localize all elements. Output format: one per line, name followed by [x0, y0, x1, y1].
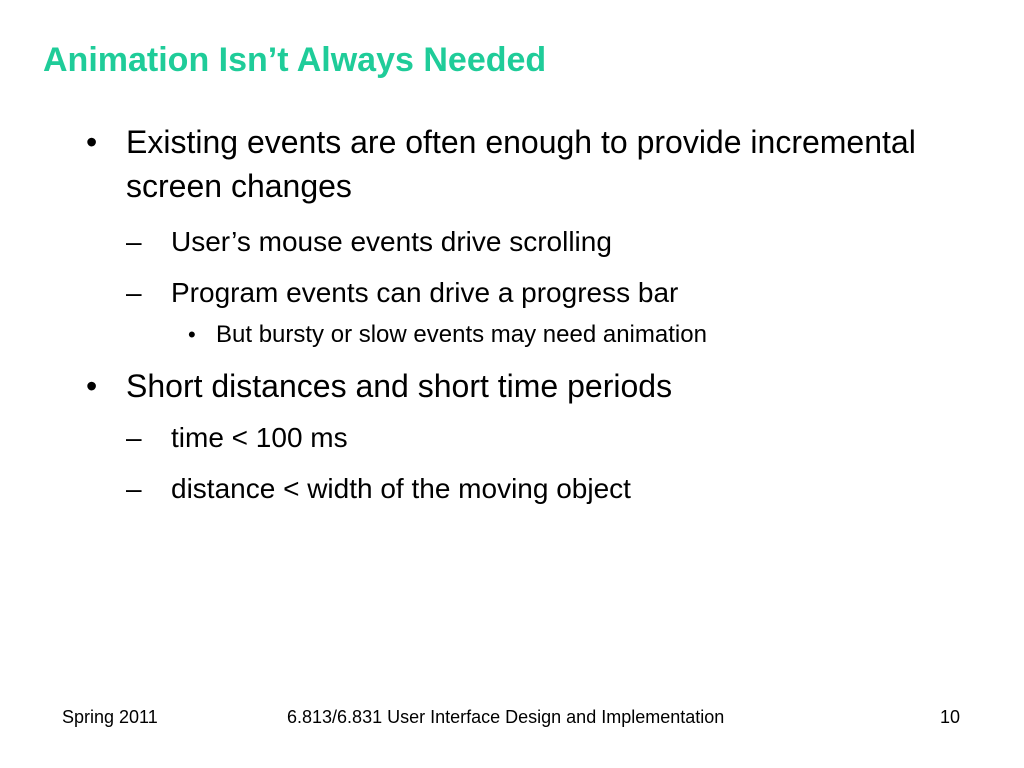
sub-bullet-item: [126, 471, 926, 507]
sub-bullet-text: time < 100 ms: [171, 422, 348, 453]
bullet-text: Short distances and short time periods: [126, 368, 673, 404]
bullet-item: [86, 120, 926, 208]
sub-bullet-item: [126, 420, 926, 456]
dash-marker: –: [126, 277, 142, 308]
bullet-marker: •: [86, 368, 98, 404]
bullet-text: Existing events are often enough to provide incremental screen changes: [126, 124, 916, 204]
sub-sub-bullet-item: [188, 320, 968, 350]
footer-term: Spring 2011: [62, 707, 158, 727]
sub-bullet-item: [126, 275, 926, 311]
sub-bullet-text: Program events can drive a progress bar: [171, 277, 679, 308]
dash-marker: –: [126, 422, 142, 453]
bullet-marker: •: [188, 322, 196, 347]
bullet-marker: •: [86, 124, 98, 160]
footer-course-title: 6.813/6.831 User Interface Design and Implementation: [287, 707, 725, 727]
sub-sub-bullet-text: But bursty or slow events may need animation: [216, 321, 707, 348]
dash-marker: –: [126, 226, 142, 257]
dash-marker: –: [126, 473, 142, 504]
bullet-item: [86, 364, 926, 408]
page-number: 10: [940, 707, 961, 727]
slide-title: Animation Isn’t Always Needed: [43, 41, 547, 79]
sub-bullet-text: User’s mouse events drive scrolling: [171, 226, 612, 257]
sub-bullet-text: distance < width of the moving object: [171, 473, 631, 504]
sub-bullet-item: [126, 224, 926, 260]
